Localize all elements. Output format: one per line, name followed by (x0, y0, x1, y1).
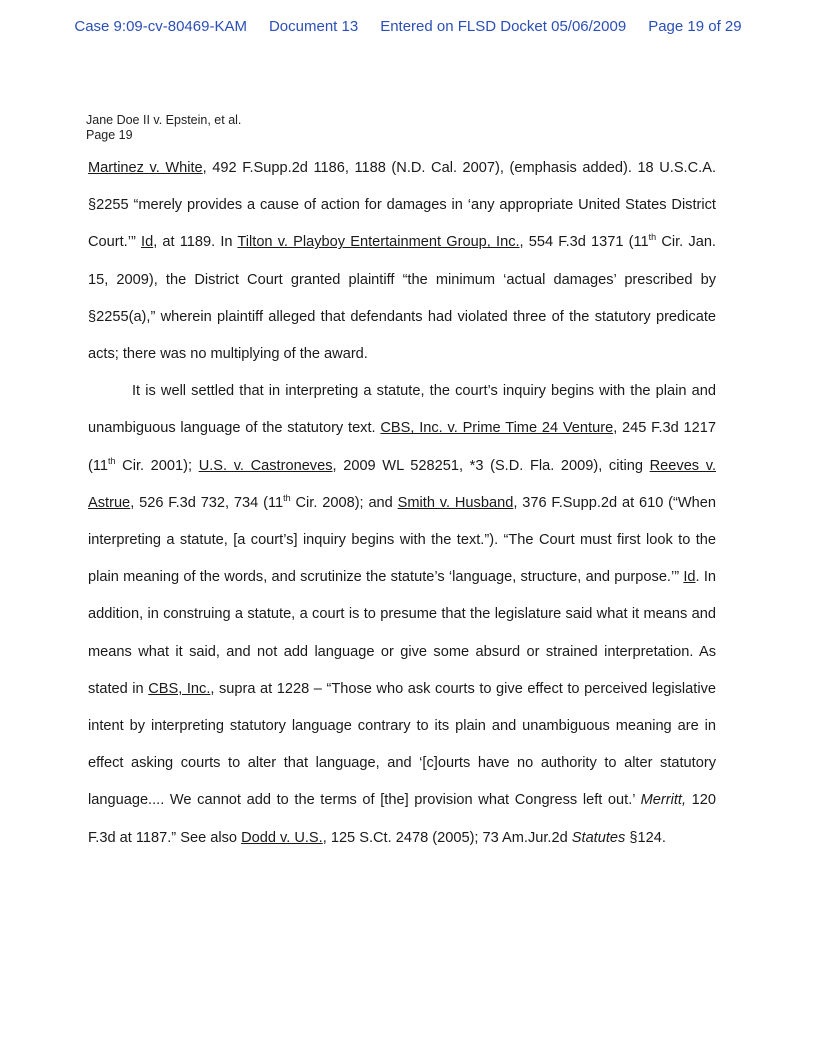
text: . In addition, in construing a statute, a court is to presume that the legislature said what it means and means what it said, and not add language or give some absurd or strained interpretation. As stated in (88, 569, 717, 697)
citation-id: Id (141, 234, 154, 251)
text: §124. (625, 829, 666, 846)
paragraph-1 (88, 150, 716, 373)
text: , supra at 1228 – “Those who ask courts to give effect to perceived legislative intent by interpreting statutory language contrary to its plain and unambiguous meaning are in effect asking courts to alter that language, and ‘[c]ourts have no authority to alter statutory language.... We cannot add to the terms of [the] provision what Congress left out.’ (88, 680, 716, 809)
document-number: Document 13 (268, 18, 359, 35)
text: It is well settled that in interpreting a statute, the court’s inquiry begins with the plain and unambiguous language of the statutory text. (88, 383, 716, 437)
text: , 376 F.Supp.2d at 610 (“When interpreting a statute, [a court’s] inquiry begins with the text.”). “The Court must first look to the plain meaning of the words, and scrutinize the statute’s ‘language, structure, and purpose.’” (88, 494, 716, 586)
ordinal-suffix: th (108, 455, 116, 466)
citation-cbs-short: CBS, Inc. (148, 680, 211, 697)
text: , 245 F.3d 1217 (11 (88, 420, 716, 474)
text: , at 1189. In (153, 234, 238, 251)
text: , 125 S.Ct. 2478 (2005); 73 Am.Jur.2d (322, 829, 572, 846)
text: Cir. 2001); (115, 457, 199, 474)
docket-banner (0, 18, 816, 35)
citation-merritt: Merritt, (640, 792, 687, 809)
case-number: Case 9:09-cv-80469-KAM (74, 18, 247, 35)
text: , 554 F.3d 1371 (11 (519, 234, 649, 251)
text: , 492 F.Supp.2d 1186, 1188 (N.D. Cal. 2007), (emphasis added). 18 U.S.C.A. §2255 “merely provides a cause of action for damages in ‘any appropriate United States District Court.’” (88, 160, 716, 251)
text: Cir. 2008); and (290, 494, 398, 511)
document-body (88, 150, 716, 857)
citation-martinez: Martinez v. White (88, 160, 203, 176)
text: Cir. Jan. 15, 2009), the District Court granted plaintiff “the minimum ‘actual damages’ prescribed by §2255(a),” wherein plaintiff alleged that defendants had violated three of the statutory predicate acts; there was no multiplying of the award. (88, 234, 716, 363)
paragraph-2 (88, 373, 716, 857)
citation-dodd: Dodd v. U.S. (241, 829, 323, 846)
citation-reeves: Reeves v. Astrue (88, 457, 717, 511)
ordinal-suffix: th (648, 232, 657, 243)
text: 120 F.3d at 1187.” See also (88, 792, 716, 846)
page-count: Page 19 of 29 (648, 18, 742, 35)
ordinal-suffix: th (283, 492, 291, 503)
running-header (86, 113, 241, 143)
citation-tilton: Tilton v. Playboy Entertainment Group, Inc. (237, 234, 520, 251)
citation-castroneves: U.S. v. Castroneves (198, 457, 333, 474)
page-label: Page 19 (86, 128, 133, 142)
citation-id: Id (683, 569, 696, 586)
text: , 526 F.3d 732, 734 (11 (130, 494, 284, 511)
citation-smith: Smith v. Husband (397, 494, 514, 511)
text: , 2009 WL 528251, *3 (S.D. Fla. 2009), citing (332, 457, 650, 474)
case-caption: Jane Doe II v. Epstein, et al. (86, 113, 242, 127)
docket-entry: Entered on FLSD Docket 05/06/2009 (380, 18, 627, 35)
title-statutes: Statutes (571, 829, 626, 846)
citation-cbs: CBS, Inc. v. Prime Time 24 Venture (380, 420, 614, 437)
